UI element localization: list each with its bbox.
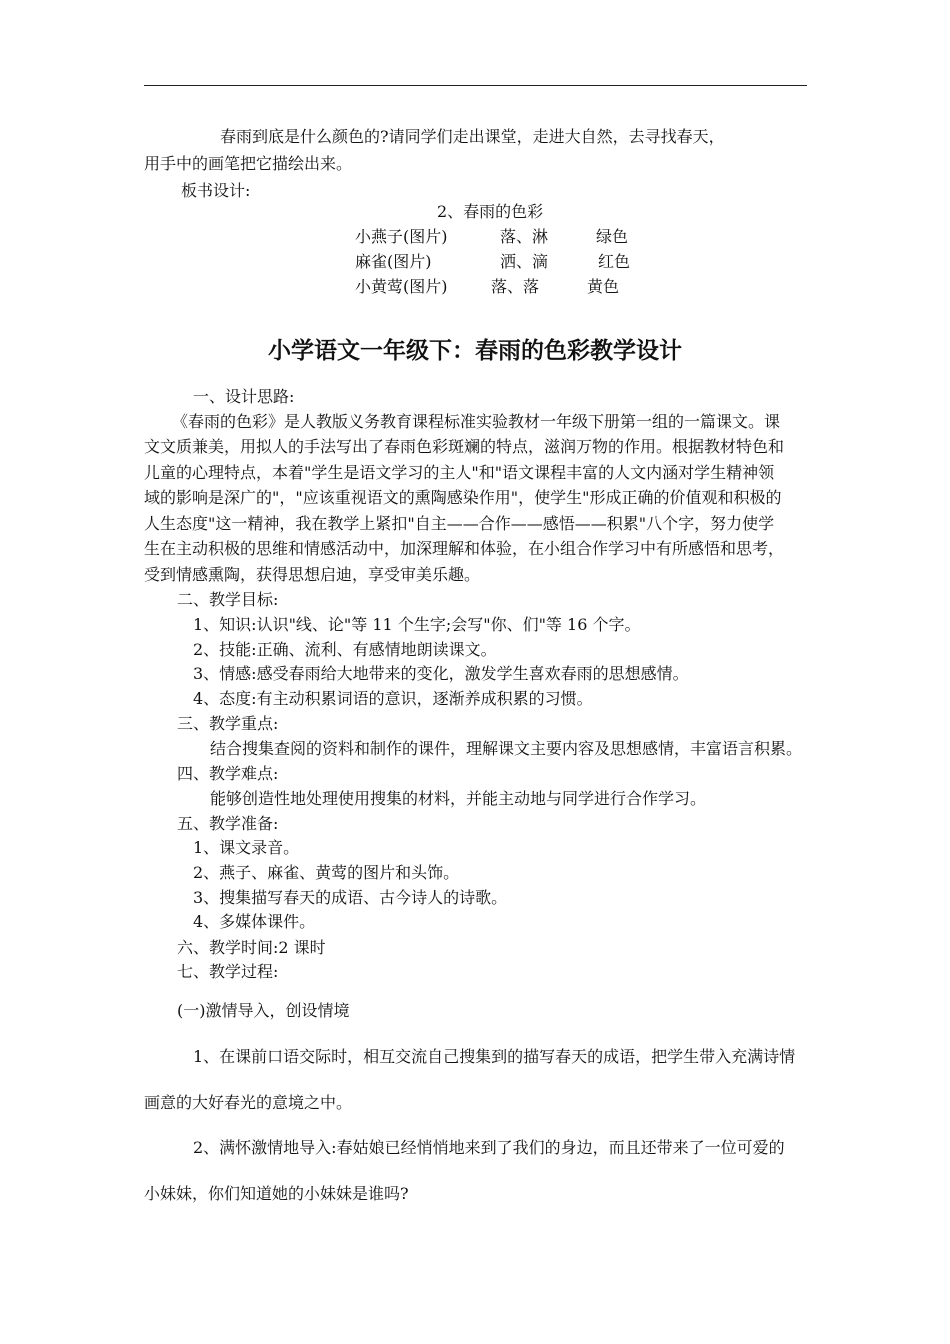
- board-color: 绿色: [596, 227, 629, 246]
- paragraph-line: 《春雨的色彩》是人教版义务教育课程标准实验教材一年级下册第一组的一篇课文。课: [172, 412, 781, 431]
- paragraph-line: 文文质兼美，用拟人的手法写出了春雨色彩斑斓的特点，滋润万物的作用。根据教材特色和: [144, 437, 785, 456]
- board-row: [355, 227, 628, 247]
- step-title: (一)激情导入，创设情境: [177, 1001, 350, 1020]
- board-verbs: 落、落: [491, 277, 540, 296]
- board-animal: 小燕子(图片): [355, 227, 448, 246]
- list-item: 1、课文录音。: [193, 838, 300, 857]
- list-item: 4、多媒体课件。: [193, 912, 316, 931]
- section-heading: 一、设计思路:: [193, 387, 295, 406]
- section-heading: 三、教学重点:: [177, 714, 279, 733]
- list-item: 3、搜集描写春天的成语、古今诗人的诗歌。: [193, 888, 508, 907]
- board-verbs: 落、淋: [500, 227, 549, 246]
- paragraph-line: 生在主动积极的思维和情感活动中，加深理解和体验，在小组合作学习中有所感悟和思考，: [144, 539, 785, 558]
- list-item: 1、知识:认识"线、论"等 11 个生字;会写"你、们"等 16 个字。: [193, 615, 641, 634]
- section-heading: 五、教学准备:: [177, 814, 279, 833]
- intro-line-2: 用手中的画笔把它描绘出来。: [144, 154, 353, 173]
- board-verbs: 洒、滴: [500, 252, 549, 271]
- paragraph-line: 小妹妹，你们知道她的小妹妹是谁吗?: [144, 1184, 409, 1203]
- list-item: 4、态度:有主动积累词语的意识，逐渐养成积累的习惯。: [193, 689, 593, 708]
- list-item: 2、技能:正确、流利、有感情地朗读课文。: [193, 640, 497, 659]
- board-color: 黄色: [587, 277, 620, 296]
- board-color: 红色: [598, 252, 631, 271]
- section-heading: 二、教学目标:: [177, 590, 279, 609]
- section-text: 能够创造性地处理使用搜集的材料，并能主动地与同学进行合作学习。: [210, 789, 707, 808]
- board-animal: 小黄莺(图片): [355, 277, 448, 296]
- section-heading: 七、教学过程:: [177, 962, 279, 981]
- board-heading: 2、春雨的色彩: [437, 202, 544, 221]
- section-heading: 四、教学难点:: [177, 764, 279, 783]
- header-rule: [144, 85, 807, 86]
- board-label: 板书设计:: [181, 181, 251, 200]
- section-text: 结合搜集查阅的资料和制作的课件，理解课文主要内容及思想感情，丰富语言积累。: [210, 739, 803, 758]
- document-title: 小学语文一年级下：春雨的色彩教学设计: [268, 338, 682, 364]
- paragraph-line: 域的影响是深广的"，"应该重视语文的熏陶感染作用"，使学生"形成正确的价值观和积极的: [144, 488, 782, 507]
- intro-line-1: 春雨到底是什么颜色的?请同学们走出课堂，走进大自然，去寻找春天，: [220, 127, 725, 146]
- board-row: [355, 277, 619, 297]
- board-row: [355, 252, 630, 272]
- list-item: 3、情感:感受春雨给大地带来的变化，激发学生喜欢春雨的思想感情。: [193, 664, 689, 683]
- board-animal: 麻雀(图片): [355, 252, 432, 271]
- paragraph-line: 2、满怀激情地导入:春姑娘已经悄悄地来到了我们的身边，而且还带来了一位可爱的: [193, 1138, 785, 1157]
- paragraph-line: 受到情感熏陶，获得思想启迪，享受审美乐趣。: [144, 565, 481, 584]
- section-heading: 六、教学时间:2 课时: [177, 938, 326, 957]
- paragraph-line: 1、在课前口语交际时，相互交流自己搜集到的描写春天的成语，把学生带入充满诗情: [193, 1047, 796, 1066]
- paragraph-line: 儿童的心理特点，本着"学生是语文学习的主人"和"语文课程丰富的人文内涵对学生精神领: [144, 463, 775, 482]
- paragraph-line: 人生态度"这一精神，我在教学上紧扣"自主——合作——感悟——积累"八个字，努力使学: [144, 514, 775, 533]
- list-item: 2、燕子、麻雀、黄莺的图片和头饰。: [193, 863, 460, 882]
- paragraph-line: 画意的大好春光的意境之中。: [144, 1093, 353, 1112]
